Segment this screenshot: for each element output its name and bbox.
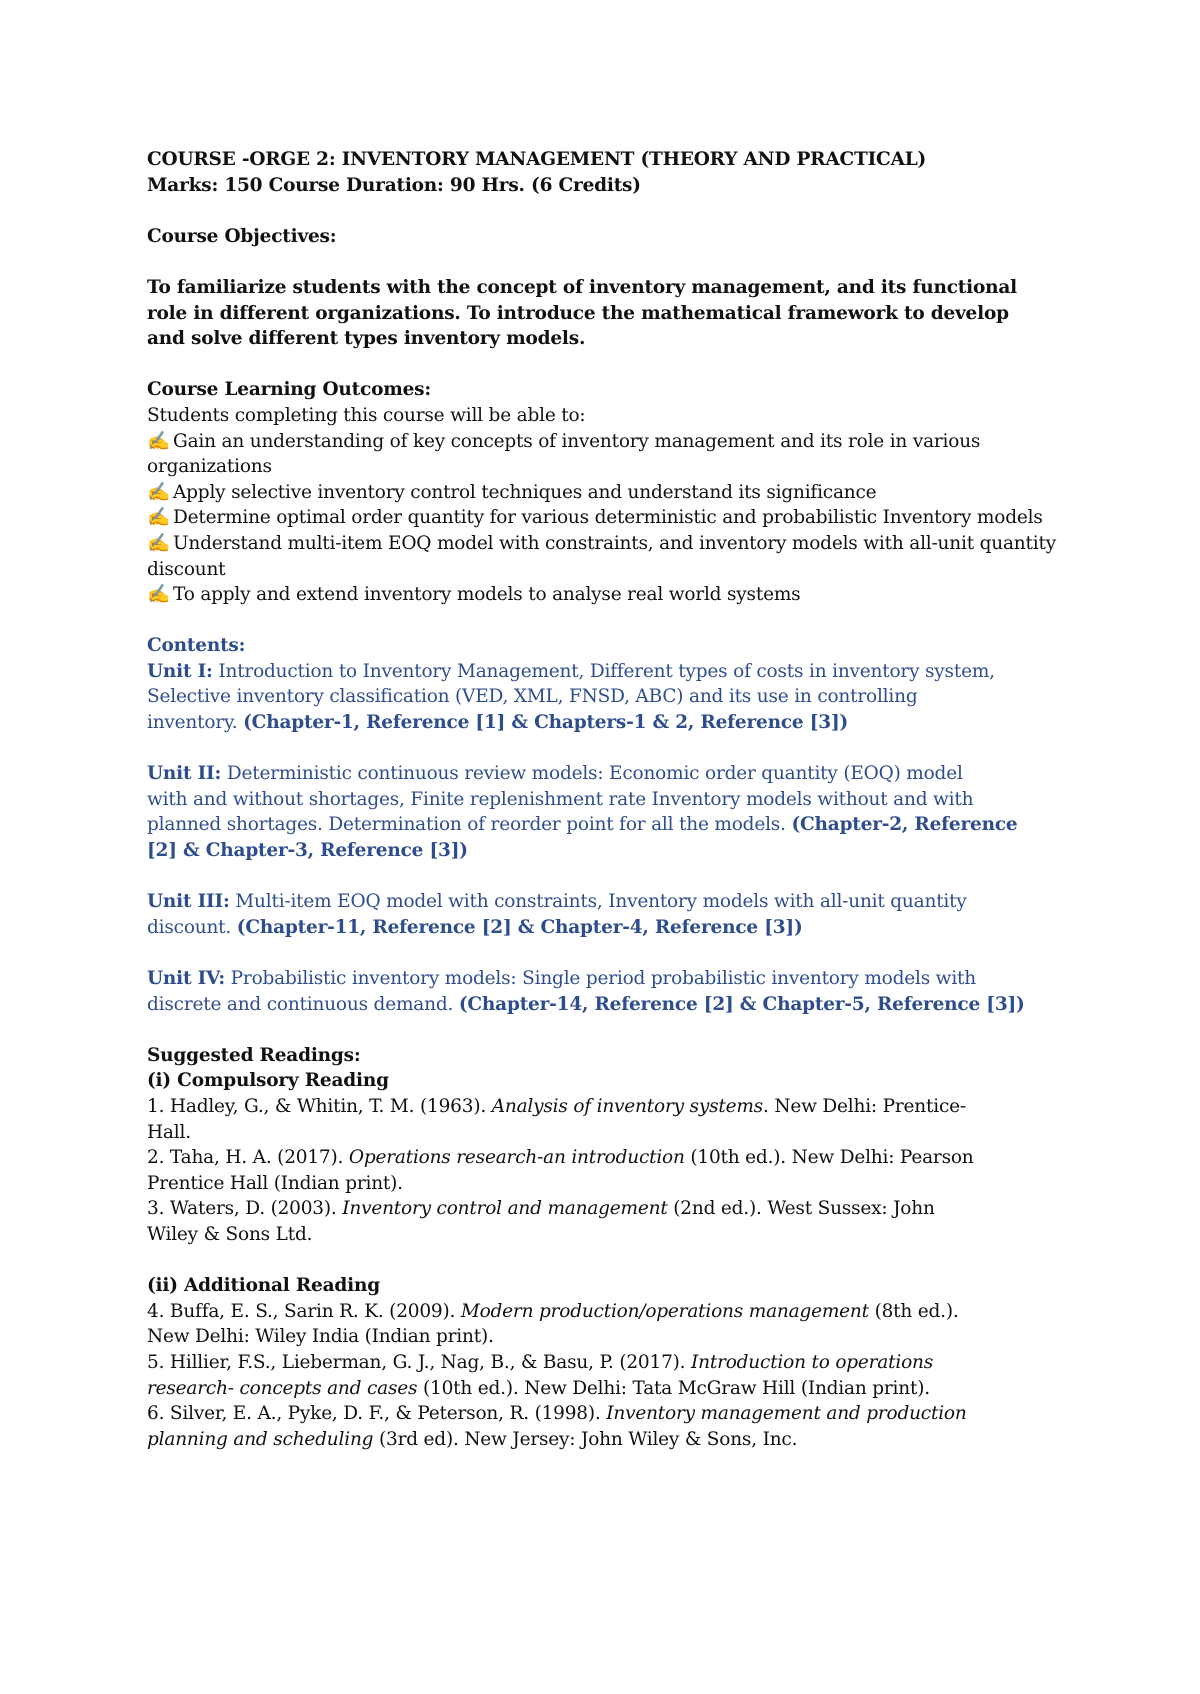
reference-6-cont: planning and scheduling (3rd ed). New Jersey: John Wiley & Sons, Inc. [147,1428,798,1450]
additional-heading: (ii) Additional Reading [147,1275,380,1297]
outcome-item: ✍ Determine optimal order quantity for various deterministic and probabilistic Inventory models [147,505,1067,531]
outcomes-intro: Students completing this course will be able to: [147,404,586,426]
outcomes-heading: Course Learning Outcomes: [147,379,432,401]
reference-5: 5. Hillier, F.S., Lieberman, G. J., Nag, B., & Basu, P. (2017). Introduction to operations [147,1351,934,1373]
unit-1-line: Unit I: Introduction to Inventory Management, Different types of costs in inventory system, [147,660,995,682]
unit-4-line: Unit IV: Probabilistic inventory models: Single period probabilistic inventory models with [147,968,976,989]
document-page [147,147,1067,1452]
unit-2-line: Unit II: Deterministic continuous review models: Economic order quantity (EOQ) model [147,763,963,785]
writing-hand-bullet-icon: ✍ [147,430,170,452]
contents-heading: Contents: [147,635,246,657]
unit-label: Unit III: [147,891,230,913]
unit-reference: (Chapter-11, Reference [2] & Chapter-4, Reference [3]) [236,916,803,938]
outcome-item: ✍ Gain an understanding of key concepts of inventory management and its role in various [147,429,1067,455]
reference-3: 3. Waters, D. (2003). Inventory control and management (2nd ed.). West Sussex: John [147,1198,935,1220]
objectives-line: role in different organizations. To introduce the mathematical framework to develop [147,302,1009,324]
unit-label: Unit II: [147,763,222,785]
reference-1-cont: Hall. [147,1121,191,1143]
outcome-item: ✍ To apply and extend inventory models to analyse real world systems [147,582,1067,608]
reference-4: 4. Buffa, E. S., Sarin R. K. (2009). Modern production/operations management (8th ed.). [147,1300,959,1322]
writing-hand-bullet-icon: ✍ [147,481,170,503]
contents-section [147,633,1067,1017]
unit-1-line: Selective inventory classification (VED, XML, FNSD, ABC) and its use in controlling [147,686,918,708]
unit-label: Unit IV: [147,968,225,989]
outcome-item: ✍ Apply selective inventory control techniques and understand its significance [147,480,1067,506]
unit-reference: (Chapter-2, Reference [791,814,1018,836]
course-title: COURSE -ORGE 2: INVENTORY MANAGEMENT (THEORY AND PRACTICAL) [147,149,927,170]
unit-reference: [2] & Chapter-3, Reference [3]) [147,840,468,862]
unit-3-line: Unit III: Multi-item EOQ model with constraints, Inventory models with all-unit quantity [147,891,967,913]
reference-5-cont: research- concepts and cases (10th ed.). New Delhi: Tata McGraw Hill (Indian print). [147,1377,930,1399]
reference-2-cont: Prentice Hall (Indian print). [147,1172,403,1194]
unit-3-line: discount. (Chapter-11, Reference [2] & Chapter-4, Reference [3]) [147,916,803,938]
marks-duration: Marks: 150 Course Duration: 90 Hrs. (6 Credits) [147,174,641,196]
writing-hand-bullet-icon: ✍ [147,532,170,554]
outcome-item: ✍ Understand multi-item EOQ model with constraints, and inventory models with all-unit quantity [147,531,1067,557]
objectives-line: To familiarize students with the concept of inventory management, and its functional [147,276,1017,298]
objectives-heading: Course Objectives: [147,225,337,247]
writing-hand-bullet-icon: ✍ [147,584,170,606]
unit-label: Unit I: [147,660,213,682]
compulsory-heading: (i) Compulsory Reading [147,1070,389,1092]
reference-1: 1. Hadley, G., & Whitin, T. M. (1963). Analysis of inventory systems. New Delhi: Prentice- [147,1095,966,1117]
objectives-line: and solve different types inventory models. [147,328,586,350]
unit-1-line: inventory. (Chapter-1, Reference [1] & Chapters-1 & 2, Reference [3]) [147,712,849,734]
unit-reference: (Chapter-14, Reference [2] & Chapter-5, Reference [3]) [458,993,1025,1015]
reference-2: 2. Taha, H. A. (2017). Operations research-an introduction (10th ed.). New Delhi: Pearson [147,1147,974,1169]
reference-6: 6. Silver, E. A., Pyke, D. F., & Peterson, R. (1998). Inventory management and production [147,1403,967,1425]
reference-4-cont: New Delhi: Wiley India (Indian print). [147,1326,494,1348]
unit-2-line: with and without shortages, Finite replenishment rate Inventory models without and with [147,788,974,810]
outcome-item-continuation: discount [147,558,226,580]
reference-3-cont: Wiley & Sons Ltd. [147,1223,313,1245]
outcome-item-continuation: organizations [147,456,272,478]
unit-reference: (Chapter-1, Reference [1] & Chapters-1 & 2, Reference [3]) [243,712,849,734]
unit-2-line: planned shortages. Determination of reorder point for all the models. (Chapter-2, Reference [147,814,1018,836]
writing-hand-bullet-icon: ✍ [147,507,170,529]
unit-4-line: discrete and continuous demand. (Chapter-14, Reference [2] & Chapter-5, Reference [3]) [147,993,1025,1015]
readings-heading: Suggested Readings: [147,1044,361,1066]
